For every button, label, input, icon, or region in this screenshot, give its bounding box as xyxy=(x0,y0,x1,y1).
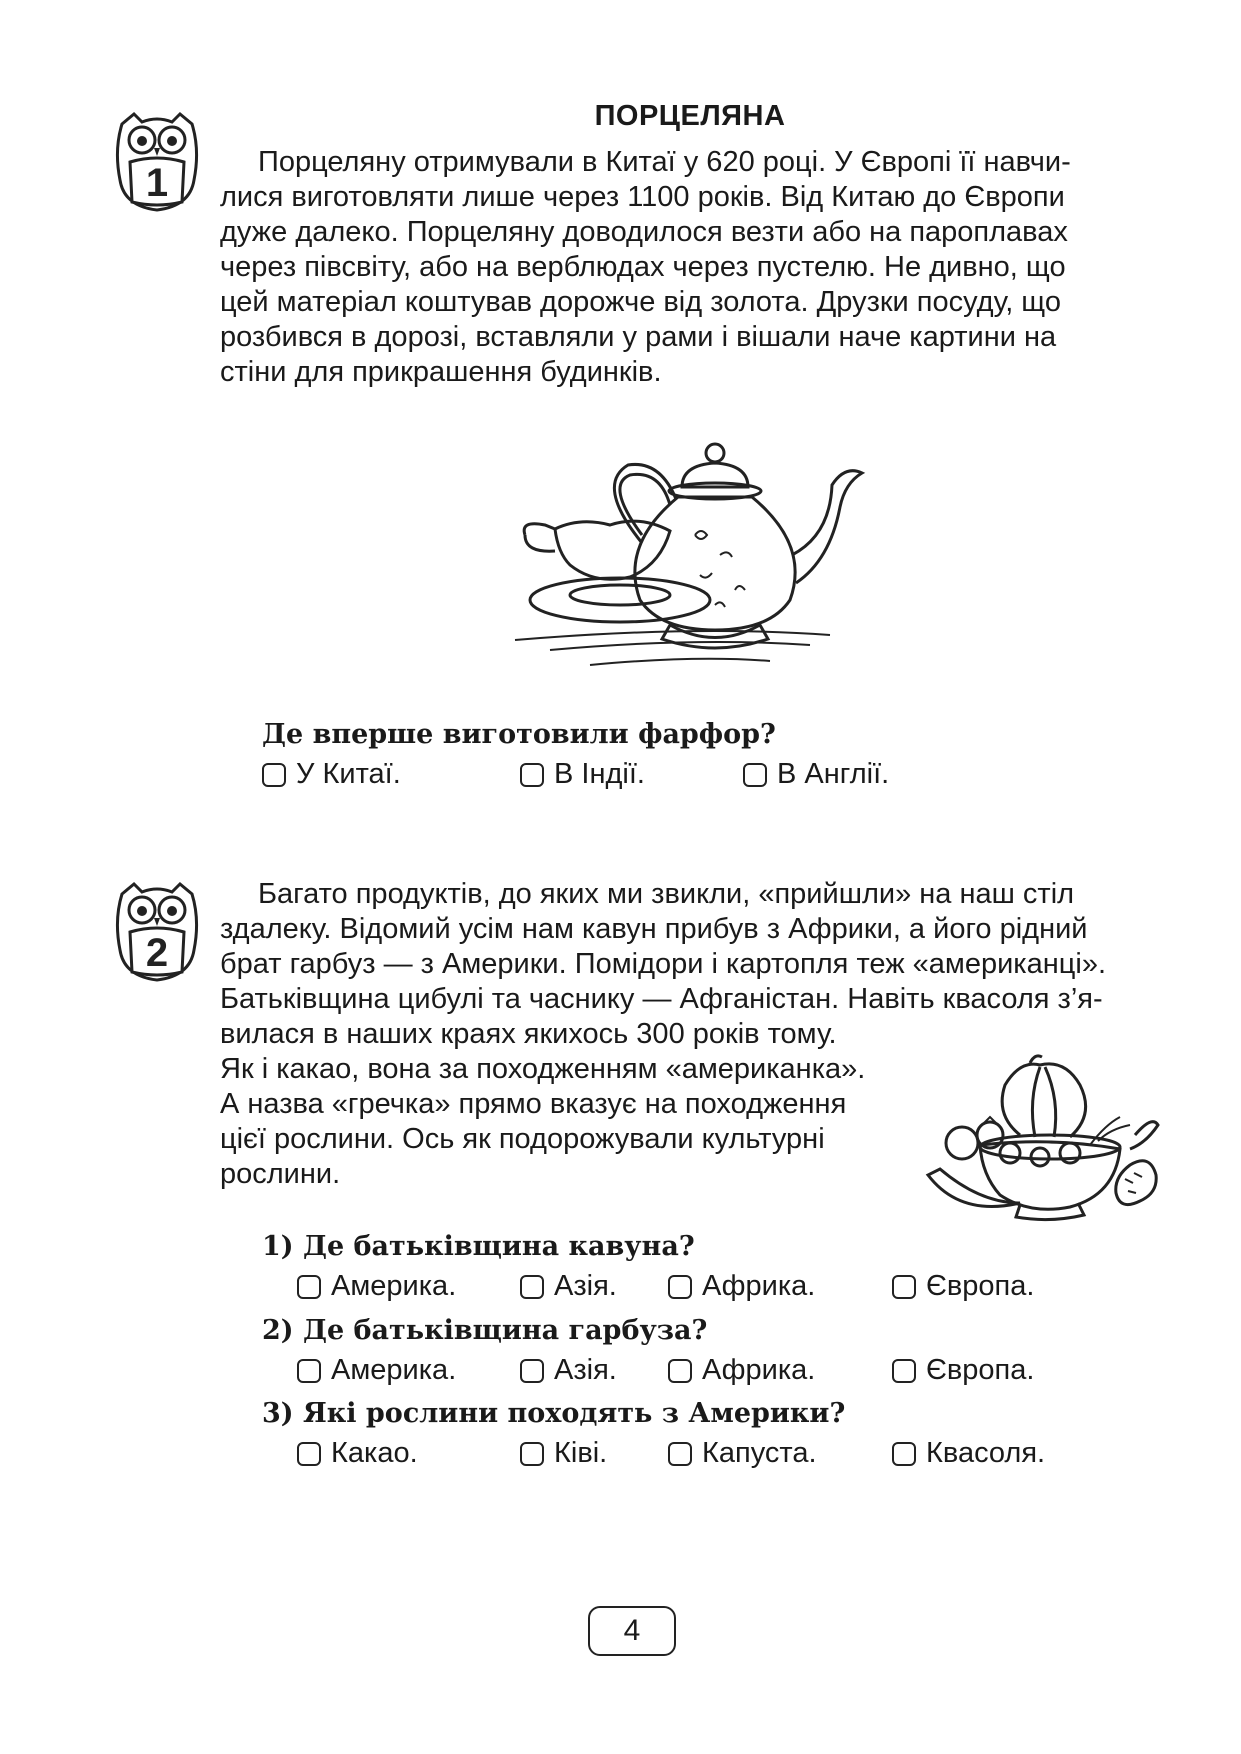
text-line: цей матеріал коштував дорожче від золота. Друзки посуду, що xyxy=(220,286,1061,318)
option-england[interactable]: В Англії. xyxy=(743,758,889,791)
question-2: 2) Де батьківщина гарбуза? xyxy=(262,1315,708,1346)
q1-option-asia[interactable]: Азія. xyxy=(520,1270,617,1303)
checkbox[interactable] xyxy=(520,1359,544,1383)
checkbox[interactable] xyxy=(668,1442,692,1466)
option-india[interactable]: В Індії. xyxy=(520,758,645,791)
text-line: вилася в наших краях якихось 300 років тому. xyxy=(220,1018,837,1050)
checkbox[interactable] xyxy=(668,1359,692,1383)
text-line: Як і какао, вона за походженням «американка». xyxy=(220,1053,866,1085)
q3-option-cocoa[interactable]: Какао. xyxy=(297,1437,418,1470)
text-line: здалеку. Відомий усім нам кавун прибув з Африки, а його рідний xyxy=(220,913,1088,945)
checkbox[interactable] xyxy=(668,1275,692,1299)
q2-option-europe[interactable]: Європа. xyxy=(892,1354,1034,1387)
section-1-number: 1 xyxy=(145,161,169,205)
owl-icon-1 xyxy=(112,110,202,215)
q2-option-america[interactable]: Америка. xyxy=(297,1354,456,1387)
text-line: А назва «гречка» прямо вказує на походження xyxy=(220,1088,847,1120)
q3-option-kiwi[interactable]: Ківі. xyxy=(520,1437,607,1470)
page-number: 4 xyxy=(588,1606,676,1656)
section-1-text xyxy=(220,145,1160,390)
text-line: рослини. xyxy=(220,1158,341,1190)
checkbox[interactable] xyxy=(297,1359,321,1383)
q1-option-america[interactable]: Америка. xyxy=(297,1270,456,1303)
checkbox[interactable] xyxy=(892,1442,916,1466)
text-line: дуже далеко. Порцеляну доводилося везти або на пароплавах xyxy=(220,216,1068,248)
checkbox[interactable] xyxy=(520,1442,544,1466)
checkbox[interactable] xyxy=(262,763,286,787)
text-line: Багато продуктів, до яких ми звикли, «прийшли» на наш стіл xyxy=(258,878,1075,910)
section-2-number: 2 xyxy=(145,931,169,975)
question-1: 1) Де батьківщина кавуна? xyxy=(262,1231,695,1262)
checkbox[interactable] xyxy=(743,763,767,787)
q3-option-cabbage[interactable]: Капуста. xyxy=(668,1437,817,1470)
teapot-illustration xyxy=(510,425,880,690)
checkbox[interactable] xyxy=(520,763,544,787)
section-2-text-narrow xyxy=(220,1017,898,1192)
text-line: цієї рослини. Ось як подорожували культурні xyxy=(220,1123,825,1155)
text-line: лися виготовляти лише через 1100 років. Від Китаю до Європи xyxy=(220,181,1065,213)
text-line: стіни для прикрашення будинків. xyxy=(220,356,662,388)
q2-option-africa[interactable]: Африка. xyxy=(668,1354,815,1387)
text-line: Порцеляну отримували в Китаї у 620 році. У Європі її навчи- xyxy=(258,146,1071,178)
owl-icon-2 xyxy=(112,880,202,985)
text-line: брат гарбуз — з Америки. Помідори і картопля теж «американці». xyxy=(220,948,1107,980)
checkbox[interactable] xyxy=(297,1442,321,1466)
text-line: через півсвіту, або на верблюдах через пустелю. Не дивно, що xyxy=(220,251,1066,283)
q1-option-europe[interactable]: Європа. xyxy=(892,1270,1034,1303)
section-1-title: ПОРЦЕЛЯНА xyxy=(594,100,786,132)
text-line: розбився в дорозі, вставляли у рами і вішали наче картини на xyxy=(220,321,1057,353)
section-1-question: Де вперше виготовили фарфор? xyxy=(262,719,776,750)
q1-option-africa[interactable]: Африка. xyxy=(668,1270,815,1303)
q2-option-asia[interactable]: Азія. xyxy=(520,1354,617,1387)
question-3: 3) Які рослини походять з Америки? xyxy=(262,1398,846,1429)
text-line: Батьківщина цибулі та часнику — Афганістан. Навіть квасоля з’я- xyxy=(220,983,1103,1015)
checkbox[interactable] xyxy=(892,1359,916,1383)
checkbox[interactable] xyxy=(520,1275,544,1299)
checkbox[interactable] xyxy=(892,1275,916,1299)
option-china[interactable]: У Китаї. xyxy=(262,758,401,791)
q3-option-beans[interactable]: Квасоля. xyxy=(892,1437,1045,1470)
vegetables-illustration xyxy=(920,1045,1160,1225)
checkbox[interactable] xyxy=(297,1275,321,1299)
section-2-text-full xyxy=(220,877,1160,1017)
